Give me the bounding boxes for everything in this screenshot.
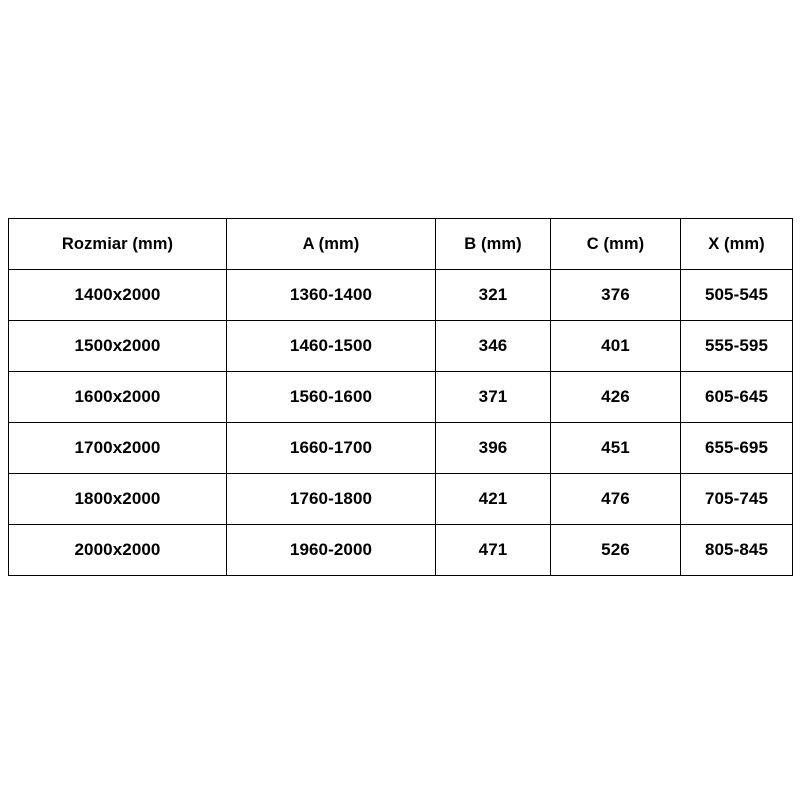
cell-c: 401 xyxy=(551,321,681,372)
table-row xyxy=(9,474,793,525)
cell-x: 655-695 xyxy=(681,423,793,474)
cell-b: 421 xyxy=(436,474,551,525)
cell-b: 321 xyxy=(436,270,551,321)
table-row xyxy=(9,525,793,576)
cell-a: 1360-1400 xyxy=(227,270,436,321)
cell-rozmiar: 1600x2000 xyxy=(9,372,227,423)
cell-c: 476 xyxy=(551,474,681,525)
cell-c: 376 xyxy=(551,270,681,321)
table-header-row xyxy=(9,219,793,270)
cell-c: 426 xyxy=(551,372,681,423)
cell-b: 471 xyxy=(436,525,551,576)
table-header xyxy=(9,219,793,270)
cell-rozmiar: 2000x2000 xyxy=(9,525,227,576)
cell-rozmiar: 1400x2000 xyxy=(9,270,227,321)
column-header-c: C (mm) xyxy=(551,219,681,270)
size-table-container xyxy=(8,218,792,576)
table-row xyxy=(9,321,793,372)
cell-x: 805-845 xyxy=(681,525,793,576)
column-header-a: A (mm) xyxy=(227,219,436,270)
table-row xyxy=(9,423,793,474)
cell-c: 526 xyxy=(551,525,681,576)
cell-x: 605-645 xyxy=(681,372,793,423)
table-body xyxy=(9,270,793,576)
cell-x: 505-545 xyxy=(681,270,793,321)
cell-c: 451 xyxy=(551,423,681,474)
cell-rozmiar: 1700x2000 xyxy=(9,423,227,474)
column-header-b: B (mm) xyxy=(436,219,551,270)
cell-rozmiar: 1500x2000 xyxy=(9,321,227,372)
cell-a: 1760-1800 xyxy=(227,474,436,525)
cell-x: 555-595 xyxy=(681,321,793,372)
cell-a: 1460-1500 xyxy=(227,321,436,372)
cell-a: 1960-2000 xyxy=(227,525,436,576)
column-header-x: X (mm) xyxy=(681,219,793,270)
cell-x: 705-745 xyxy=(681,474,793,525)
cell-b: 346 xyxy=(436,321,551,372)
cell-b: 396 xyxy=(436,423,551,474)
cell-a: 1660-1700 xyxy=(227,423,436,474)
column-header-rozmiar: Rozmiar (mm) xyxy=(9,219,227,270)
cell-a: 1560-1600 xyxy=(227,372,436,423)
cell-rozmiar: 1800x2000 xyxy=(9,474,227,525)
cell-b: 371 xyxy=(436,372,551,423)
table-row xyxy=(9,270,793,321)
table-row xyxy=(9,372,793,423)
size-table xyxy=(8,218,793,576)
